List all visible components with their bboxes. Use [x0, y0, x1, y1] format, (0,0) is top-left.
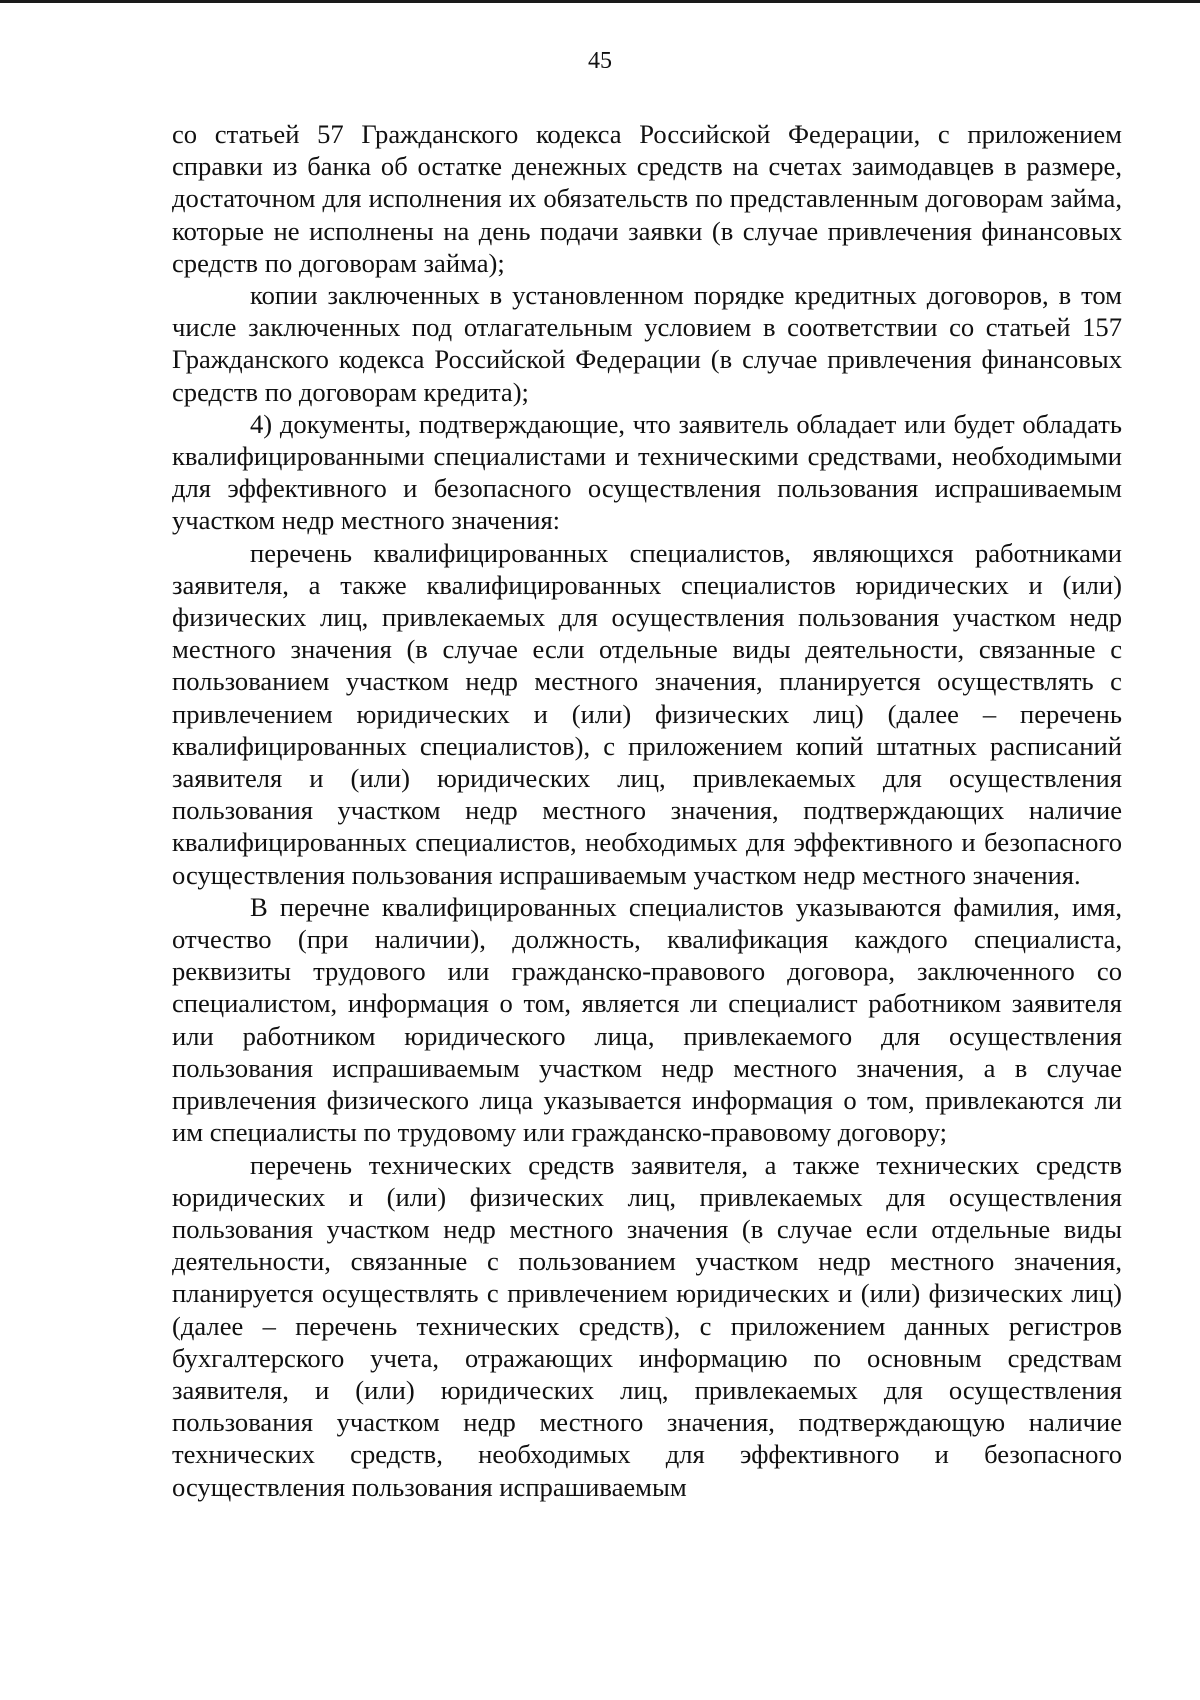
- paragraph: со статьей 57 Гражданского кодекса Российской Федерации, с приложением справки из банка об остатке денежных средств на счетах заимодавцев в размере, достаточном для исполнения их обязательств по представленным договорам займа, которые не исполнены на день подачи заявки (в случае привлечения финансовых средств по договорам займа);: [172, 119, 1122, 278]
- page-number: 45: [588, 48, 612, 74]
- body-text: [172, 118, 1122, 1503]
- paragraph: перечень квалифицированных специалистов, являющихся работниками заявителя, а также квалифицированных специалистов юридических и (или) физических лиц, привлекаемых для осуществления пользования участком недр местного значения (в случае если отдельные виды деятельности, связанные с пользованием участком недр местного значения, планируется осуществлять с привлечением юридических и (или) физических лиц) (далее – перечень квалифицированных специалистов), с приложением копий штатных расписаний заявителя и (или) юридических лиц, привлекаемых для осуществления пользования участком недр местного значения, подтверждающих наличие квалифицированных специалистов, необходимых для эффективного и безопасного осуществления пользования испрашиваемым участком недр местного значения.: [172, 537, 1122, 890]
- top-border: [0, 0, 1200, 3]
- paragraph: В перечне квалифицированных специалистов указываются фамилия, имя, отчество (при наличии), должность, квалификация каждого специалиста, реквизиты трудового или гражданско-правового договора, заключенного со специалистом, информация о том, является ли специалист работником заявителя или работником юридического лица, привлекаемого для осуществления пользования испрашиваемым участком недр местного значения, а в случае привлечения физического лица указывается информация о том, привлекаются ли им специалисты по трудовому или гражданско-правовому договору;: [172, 891, 1122, 1148]
- paragraph: 4) документы, подтверждающие, что заявитель обладает или будет обладать квалифицированными специалистами и техническими средствами, необходимыми для эффективного и безопасного осуществления пользования испрашиваемым участком недр местного значения:: [172, 408, 1122, 536]
- paragraph: копии заключенных в установленном порядке кредитных договоров, в том числе заключенных под отлагательным условием в соответствии со статьей 157 Гражданского кодекса Российской Федерации (в случае привлечения финансовых средств по договорам кредита);: [172, 280, 1122, 407]
- paragraph: перечень технических средств заявителя, а также технических средств юридических и (или) физических лиц, привлекаемых для осуществления пользования участком недр местного значения (в случае если отдельные виды деятельности, связанные с пользованием участком недр местного значения, планируется осуществлять с привлечением юридических и (или) физических лиц) (далее – перечень технических средств), с приложением данных регистров бухгалтерского учета, отражающих информацию по основным средствам заявителя, и (или) юридических лиц, привлекаемых для осуществления пользования участком недр местного значения, подтверждающую наличие технических средств, необходимых для эффективного и безопасного осуществления пользования испрашиваемым: [172, 1149, 1122, 1502]
